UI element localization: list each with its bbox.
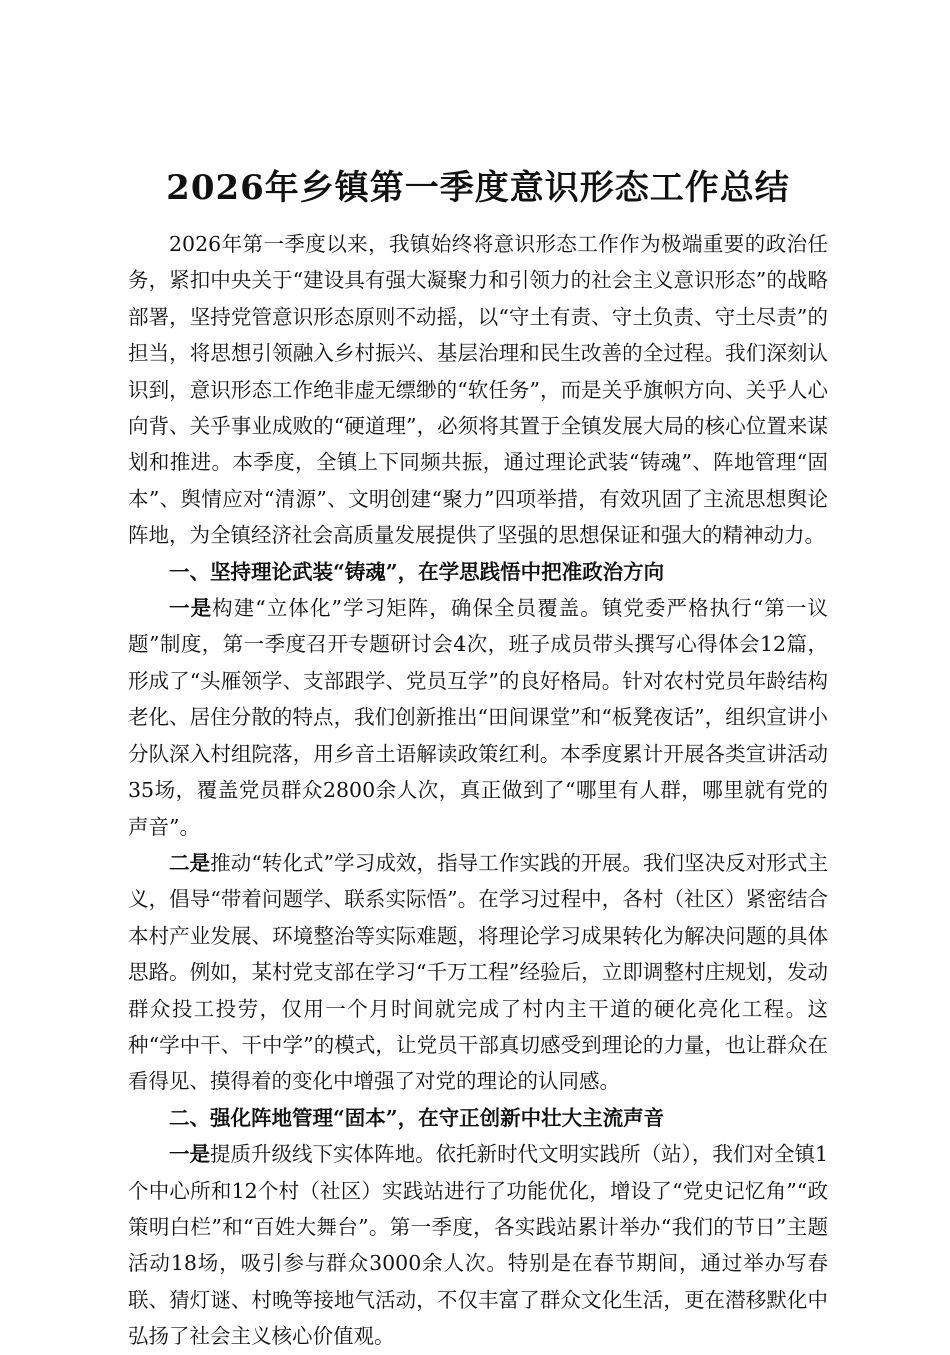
document-title: 2026年乡镇第一季度意识形态工作总结 (166, 168, 790, 208)
section-2-paragraph-1 (128, 1136, 828, 1354)
paragraph-text: 提质升级线下实体阵地。依托新时代文明实践所（站），我们对全镇1个中心所和12个村（社区）实践站进行了功能优化，增设了“党史记忆角”“政策明白栏”和“百姓大舞台”。第一季度，各实践站累计举办“我们的节日”主题活动18场，吸引参与群众3000余人次。特别是在春节期间，通过举办写春联、猜灯谜、村晚等接地气活动，不仅丰富了群众文化生活，更在潜移默化中弘扬了社会主义核心价值观。 (128, 1142, 828, 1349)
section-1-paragraph-1 (128, 590, 828, 845)
paragraph-lead: 二是 (169, 850, 211, 875)
paragraph-text: 推动“转化式”学习成效，指导工作实践的开展。我们坚决反对形式主义，倡导“带着问题学、联系实际悟”。在学习过程中，各村（社区）紧密结合本村产业发展、环境整治等实际难题，将理论学习成果转化为解决问题的具体思路。例如，某村党支部在学习“千万工程”经验后，立即调整村庄规划，发动群众投工投劳，仅用一个月时间就完成了村内主干道的硬化亮化工程。这种“学中干、干中学”的模式，让党员干部真切感受到理论的力量，也让群众在看得见、摸得着的变化中增强了对党的理论的认同感。 (128, 850, 829, 1094)
section-1-heading: 一、坚持理论武装“铸魂”，在学思践悟中把准政治方向 (169, 559, 665, 584)
intro-paragraph: 2026年第一季度以来，我镇始终将意识形态工作作为极端重要的政治任务，紧扣中央关于“建设具有强大凝聚力和引领力的社会主义意识形态”的战略部署，坚持党管意识形态原则不动摇，以“守土有责、守土负责、守土尽责”的担当，将思想引领融入乡村振兴、基层治理和民生改善的全过程。我们深刻认识到，意识形态工作绝非虚无缥缈的“软任务”，而是关乎旗帜方向、关乎人心向背、关乎事业成败的“硬道理”，必须将其置于全镇发展大局的核心位置来谋划和推进。本季度，全镇上下同频共振，通过理论武装“铸魂”、阵地管理“固本”、舆情应对“清源”、文明创建“聚力”四项举措，有效巩固了主流思想舆论阵地，为全镇经济社会高质量发展提供了坚强的思想保证和强大的精神动力。 (128, 232, 828, 548)
paragraph-text: 构建“立体化”学习矩阵，确保全员覆盖。镇党委严格执行“第一议题”制度，第一季度召开专题研讨会4次，班子成员带头撰写心得体会12篇，形成了“头雁领学、支部跟学、党员互学”的良好格局。针对农村党员年龄结构老化、居住分散的特点，我们创新推出“田间课堂”和“板凳夜话”，组织宣讲小分队深入村组院落，用乡音土语解读政策红利。本季度累计开展各类宣讲活动35场，覆盖党员群众2800余人次，真正做到了“哪里有人群，哪里就有党的声音”。 (128, 596, 828, 839)
document-page (128, 164, 828, 1355)
paragraph-lead: 一是 (169, 596, 213, 621)
section-1-paragraph-2 (128, 845, 828, 1100)
paragraph-lead: 一是 (169, 1142, 211, 1167)
section-2-heading: 二、强化阵地管理“固本”，在守正创新中壮大主流声音 (169, 1105, 665, 1130)
